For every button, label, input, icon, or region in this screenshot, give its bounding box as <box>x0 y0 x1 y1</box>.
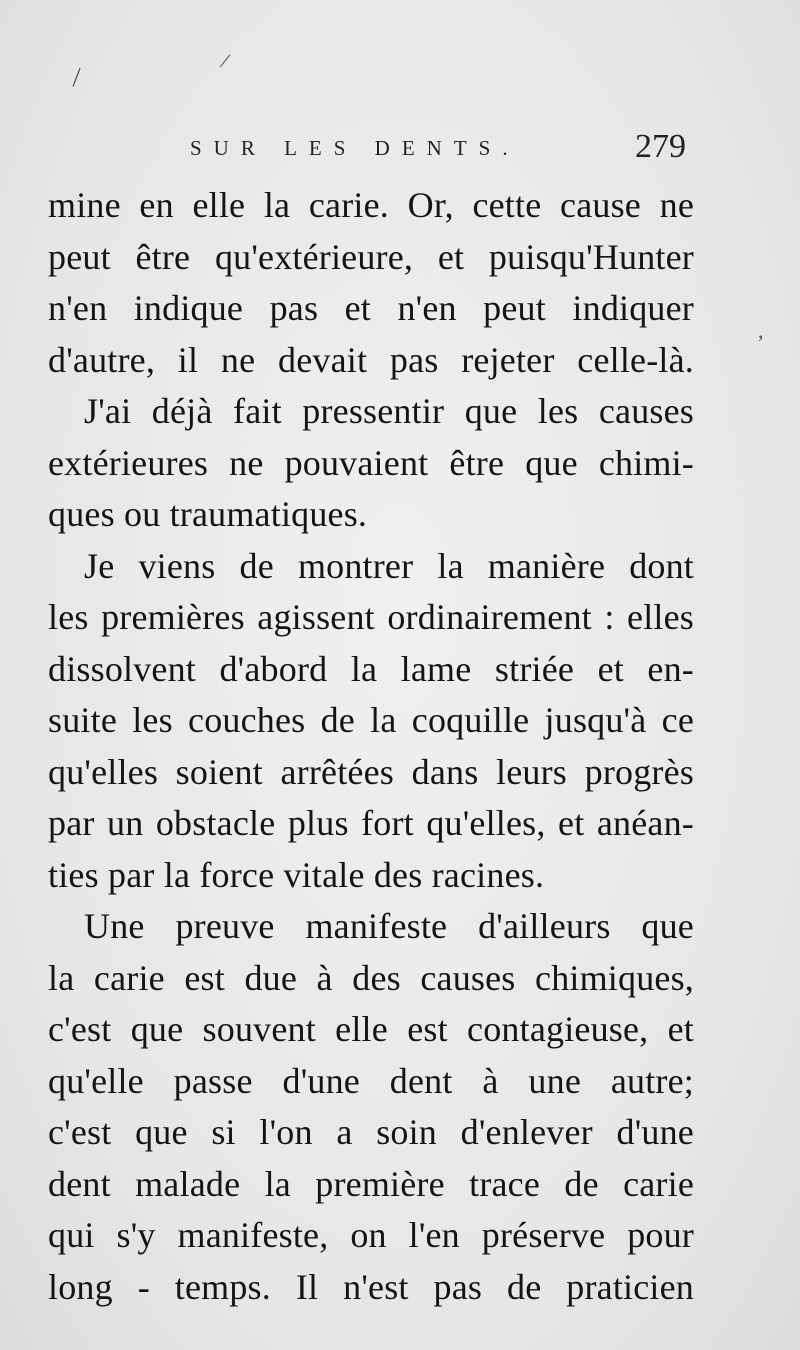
stray-mark: \ <box>63 63 90 92</box>
text-line: suite les couches de la coquille jusqu'à ce <box>48 700 694 740</box>
text-line: d'autre, il ne devait pas rejeter celle-là. <box>48 339 694 380</box>
text-line: par un obstacle plus fort qu'elles, et anéan- <box>48 803 694 843</box>
stray-mark: / <box>218 47 233 74</box>
text-line: dent malade la première trace de carie <box>48 1163 694 1204</box>
text-line: peut être qu'extérieure, et puisqu'Hunter <box>48 236 694 277</box>
body-text <box>48 180 694 1313</box>
text-line: long - temps. Il n'est pas de praticien <box>48 1266 694 1307</box>
text-line: Une preuve manifeste d'ailleurs que <box>84 906 694 946</box>
text-line: n'en indique pas et n'en peut indiquer <box>48 288 694 328</box>
text-line: extérieures ne pouvaient être que chimi- <box>48 442 694 483</box>
text-line: ques ou traumatiques. <box>48 494 368 534</box>
text-line: J'ai déjà fait pressentir que les causes <box>84 391 694 431</box>
text-line: la carie est due à des causes chimiques, <box>48 957 694 998</box>
text-line: qu'elles soient arrêtées dans leurs progrès <box>48 751 694 792</box>
text-line: c'est que si l'on a soin d'enlever d'une <box>48 1112 694 1152</box>
text-line: qu'elle passe d'une dent à une autre; <box>48 1060 694 1101</box>
stray-mark: , <box>758 318 764 343</box>
page-number: 279 <box>635 128 686 165</box>
text-line: c'est que souvent elle est contagieuse, et <box>48 1009 694 1049</box>
running-head: SUR LES DENTS. <box>190 136 520 160</box>
text-line: dissolvent d'abord la lame striée et en- <box>48 648 694 689</box>
text-line: mine en elle la carie. Or, cette cause ne <box>48 185 694 225</box>
text-line: ties par la force vitale des racines. <box>48 854 545 895</box>
text-line: les premières agissent ordinairement : elles <box>48 597 694 637</box>
text-line: qui s'y manifeste, on l'en préserve pour <box>48 1215 694 1255</box>
page-header <box>190 128 690 172</box>
text-line: Je viens de montrer la manière dont <box>84 545 694 586</box>
